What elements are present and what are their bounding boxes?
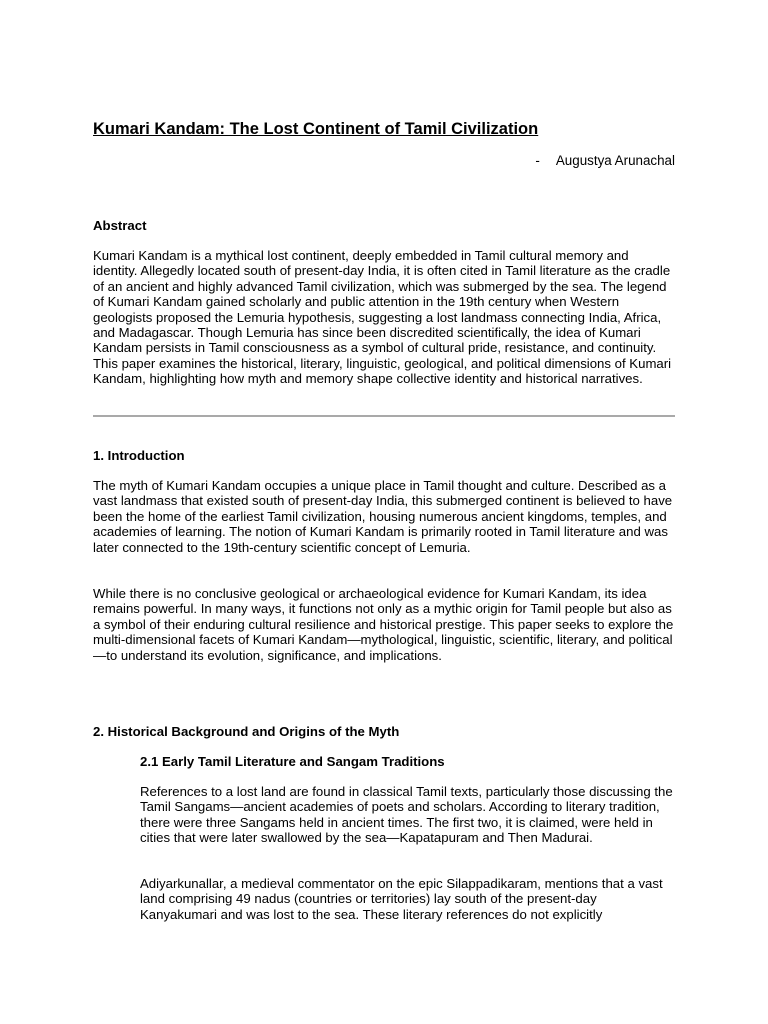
introduction-paragraph-2: While there is no conclusive geological or archaeological evidence for Kumari Kandam, its idea remains powerful. In many ways, it functions not only as a mythic origin for Tamil people but also as a symbol of their enduring cultural resilience and historical prestige. This paper seeks to explore the multi-dimensional facets of Kumari Kandam—mythological, linguistic, scientific, literary, and political—to understand its evolution, significance, and implications.: [93, 586, 674, 663]
background-subheading: 2.1 Early Tamil Literature and Sangam Traditions: [140, 754, 445, 769]
author-name: Augustya Arunachal: [555, 153, 675, 168]
background-paragraph-1: References to a lost land are found in classical Tamil texts, particularly those discussing the Tamil Sangams—ancient academies of poets and scholars. According to literary tradition, there were three Sangams held in ancient times. The first two, it is claimed, were held in cities that were later swallowed by the sea—Kapatapuram and Then Madurai.: [140, 784, 673, 846]
document-title: Kumari Kandam: The Lost Continent of Tamil Civilization: [93, 120, 539, 138]
abstract-text: Kumari Kandam is a mythical lost continent, deeply embedded in Tamil cultural memory and identity. Allegedly located south of present-day India, it is often cited in Tamil literature as the cradle of an ancient and highly advanced Tamil civilization, which was submerged by the sea. The legend of Kumari Kandam gained scholarly and public attention in the 19th century when Western geologists proposed the Lemuria hypothesis, suggesting a lost landmass connecting India, Africa, and Madagascar. Though Lemuria has since been discredited scientifically, the idea of Kumari Kandam persists in Tamil consciousness as a symbol of cultural pride, resistance, and continuity. This paper examines the historical, literary, linguistic, geological, and political dimensions of Kumari Kandam, highlighting how myth and memory shape collective identity and historical narratives.: [93, 248, 672, 387]
background-paragraph-2: Adiyarkunallar, a medieval commentator on the epic Silappadikaram, mentions that a vast land comprising 49 nadus (countries or territories) lay south of the present-day Kanyakumari and was lost to the sea. These literary references do not explicitly: [140, 876, 663, 922]
introduction-heading: 1. Introduction: [93, 448, 185, 463]
abstract-heading: Abstract: [93, 218, 147, 233]
author-line: [535, 153, 675, 169]
section-divider: [93, 415, 675, 417]
author-dash: -: [535, 153, 540, 168]
introduction-paragraph-1: The myth of Kumari Kandam occupies a unique place in Tamil thought and culture. Described as a vast landmass that existed south of present-day India, this submerged continent is believed to have been the home of the earliest Tamil civilization, housing numerous ancient kingdoms, temples, and academies of learning. The notion of Kumari Kandam is primarily rooted in Tamil literature and was later connected to the 19th-century scientific concept of Lemuria.: [93, 478, 673, 555]
background-heading: 2. Historical Background and Origins of the Myth: [93, 724, 400, 739]
